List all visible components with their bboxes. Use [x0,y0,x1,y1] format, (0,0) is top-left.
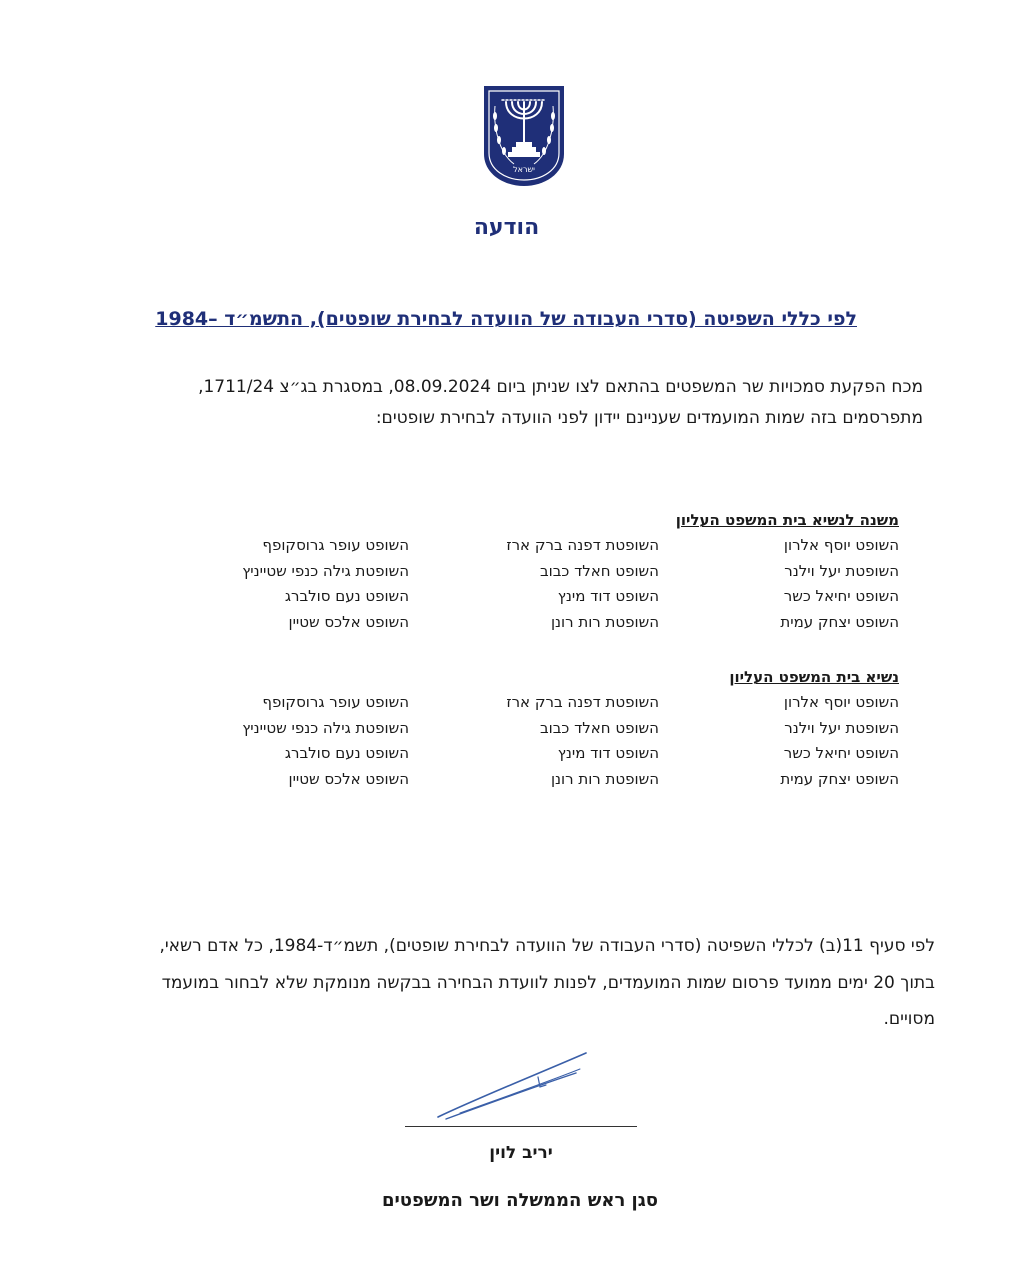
legal-line-2: בתוך 20 ימים ממועד פרסום שמות המועמדים, לפנות לוועדת הבחירה בבקשה מנומקת שלא לבחור במועמד [161,972,935,993]
signature-line [405,1126,637,1127]
notice-subtitle: לפי כללי השפיטה (סדרי העבודה של הוועדה לבחירת שופטים), התשמ״ד –1984 [155,308,857,330]
candidate-name: השופט יוסף אלרון [783,536,899,554]
candidate-name: השופט דוד מינץ [557,744,659,763]
candidate-name: השופט נעם סולברג [284,744,409,763]
candidate-name: השופטת גילה כנפי שטייניץ [242,718,409,737]
candidate-name: השופט חאלד כבוב [539,718,659,737]
candidate-name: השופטת רות רונן [550,613,659,632]
signature-scribble [420,1035,620,1125]
candidate-name: השופט יצחק עמית [780,613,899,632]
notice-title: הודעה [473,215,540,240]
candidate-name: השופט יחיאל כשר [783,744,899,763]
legal-line-1: לפי סעיף 11(ב) לכללי השפיטה (סדרי העבודה של הוועדה לבחירת שופטים), תשמ״ד-1984, כל אדם רשאי, [159,936,935,956]
section-heading: משנה לנשיא בית המשפט העליון [675,511,899,529]
intro-paragraph [43,372,923,434]
signer-name: יריב לוין [489,1143,553,1163]
candidate-name: השופט יצחק עמית [780,770,899,789]
candidate-list [139,692,899,795]
candidate-name: השופט יוסף אלרון [783,693,899,711]
candidate-name: השופטת דפנה ברק ארז [506,693,659,711]
intro-line-1: מכח הפקעת סמכויות שר המשפטים בהתאם לצו שניתן ביום 08.09.2024, במסגרת בג״צ 1711/24, [198,377,923,397]
candidate-name: השופט דוד מינץ [557,587,659,606]
candidate-name: השופט יחיאל כשר [783,587,899,606]
state-emblem-icon [482,84,566,188]
legal-line-3: מסויים. [883,1009,935,1029]
candidate-name: השופטת רות רונן [550,770,659,789]
emblem-text: ישראל [513,165,535,174]
candidate-name: השופטת גילה כנפי שטייניץ [242,561,409,580]
candidate-name: השופט עופר גרוסקופף [262,693,409,711]
candidate-name: השופט עופר גרוסקופף [262,536,409,554]
candidate-name: השופט נעם סולברג [284,587,409,606]
section-deputy-president [139,510,899,638]
menorah-emblem-svg [482,84,566,188]
candidate-name: השופטת דפנה ברק ארז [506,536,659,554]
candidate-name: השופט אלכס שטיין [288,613,409,632]
candidate-list [139,535,899,638]
section-president [139,667,899,795]
candidate-name: השופט אלכס שטיין [288,770,409,789]
signer-title: סגן ראש הממשלה ושר המשפטים [381,1190,659,1211]
section-heading: נשיא בית המשפט העליון [729,668,899,686]
intro-line-2: מתפרסמים בזה שמות המועמדים שעניינם יידון לפני הוועדה לבחירת שופטים: [375,408,923,428]
candidate-name: השופט חאלד כבוב [539,561,659,580]
candidate-name: השופטת יעל וילנר [784,718,899,737]
candidate-name: השופטת יעל וילנר [784,561,899,580]
legal-paragraph [55,928,935,1038]
signature-icon [420,1035,620,1125]
